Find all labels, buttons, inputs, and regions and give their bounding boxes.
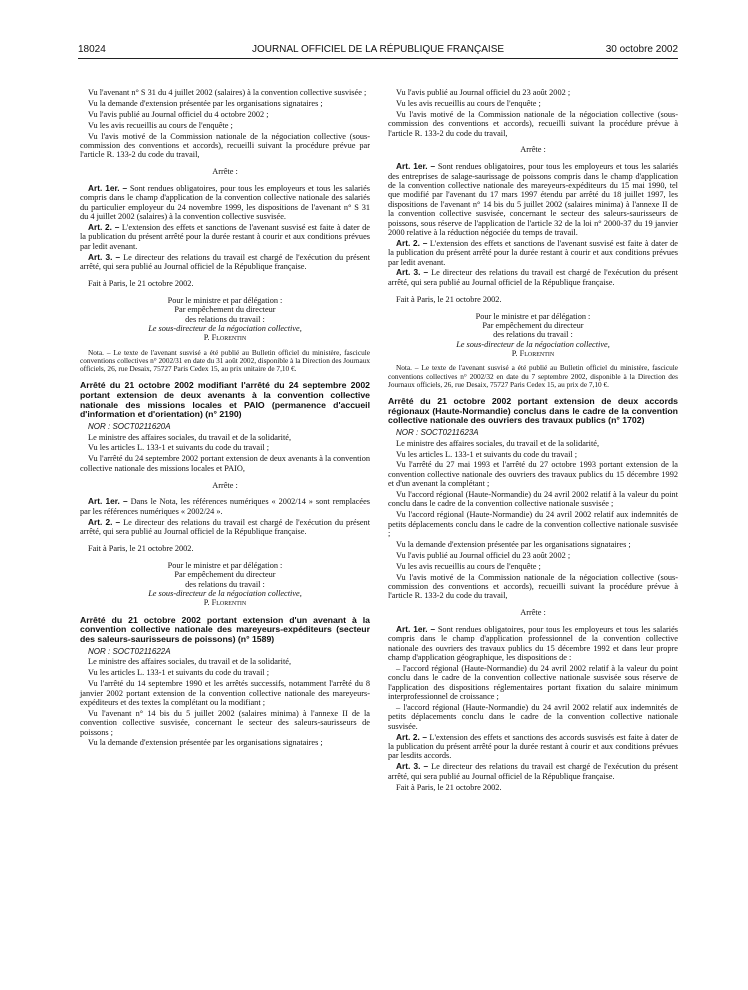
section-title: Arrêté du 21 octobre 2002 modifiant l'arrêté du 24 septembre 2002 portant extension de deux avenants à la convention collective nationale des missions locales et PAIO (permanence d'accueil d'information et d'orientation) (n° 2190) xyxy=(80,380,370,420)
article-label: Art. 1er. – xyxy=(396,161,436,172)
signature-line: Par empêchement du directeur xyxy=(482,320,584,330)
visa: Vu les articles L. 133-1 et suivants du code du travail ; xyxy=(88,668,270,678)
visa: Vu l'avis publié au Journal officiel du 23 août 2002 ; xyxy=(396,550,571,560)
article xyxy=(80,184,370,222)
article-label: Art. 2. – xyxy=(396,731,428,742)
visa: Vu la demande d'extension présentée par les organisations signataires ; xyxy=(88,98,323,108)
article-text: Sont rendues obligatoires, pour tous les employeurs et tous les salariés des entreprises de salage-saurissage de poissons compris dans le champ d'application de la convention collective nationale des mareyeurs-expéditeurs du 15 mai 1990, tel que modifié par l'avenant du 17 mars 1997 étendu par arrêté du 18 juillet 1997, les dispositions de l'avenant n° 14 bis du 5 juillet 2002 (salaires minima) à l'annexe II de la convention collective susvisée, concernant le secteur des saleurs-saurisseurs de poissons, sous réserve de l'application de l'article 32 de la loi n° 2000-37 du 19 janvier 2000 relative à la réduction négociée du temps de travail. xyxy=(388,162,679,237)
arrete-heading: Arrête : xyxy=(520,145,546,155)
signature-line: Le sous-directeur de la négociation collective, xyxy=(456,339,610,349)
signature-line: Pour le ministre et par délégation : xyxy=(167,560,283,570)
fait-line: Fait à Paris, le 21 octobre 2002. xyxy=(396,294,502,304)
visa: Vu l'accord régional (Haute-Normandie) du 24 avril 2002 relatif aux indemnités de petits déplacements conclu dans le cadre de la convention collective nationale susvisée ; xyxy=(388,510,678,538)
article-text: Dans le Nota, les références numériques « 2002/14 » sont remplacées par les références numériques « 2002/24 ». xyxy=(80,497,371,516)
visa: Vu l'arrêté du 14 septembre 1990 et les arrêtés successifs, notamment l'arrêté du 8 janvier 2002 portant extension de la convention collective nationale des mareyeurs-expéditeurs et des textes la complétant ou la modifiant ; xyxy=(80,679,370,707)
signature-line: Le sous-directeur de la négociation collective, xyxy=(148,588,302,598)
article-label: Art. 3. – xyxy=(396,267,429,278)
article-label: Art. 2. – xyxy=(396,237,428,248)
visa: Vu l'avenant n° 14 bis du 5 juillet 2002 (salaires minima) à l'annexe II de la convention collective susvisée, concernant le secteur des saleurs-saurisseurs de poissons ; xyxy=(80,708,370,737)
visa: Vu les articles L. 133-1 et suivants du code du travail ; xyxy=(88,443,270,453)
signature-line: des relations du travail : xyxy=(185,579,265,589)
list-item: – l'accord régional (Haute-Normandie) du 24 avril 2002 relatif aux indemnités de petits déplacements conclu dans le cadre de la convention collective nationale susvisée. xyxy=(388,703,678,731)
fait-line: Fait à Paris, le 21 octobre 2002. xyxy=(88,278,194,288)
right-column xyxy=(388,88,678,793)
article xyxy=(388,762,678,781)
article-text: Le directeur des relations du travail est chargé de l'exécution du présent arrêté, qui sera publié au Journal officiel de la République française. xyxy=(388,762,679,781)
article xyxy=(388,625,678,663)
article-label: Art. 1er. – xyxy=(88,496,128,507)
visa: Vu l'avis publié au Journal officiel du 4 octobre 2002 ; xyxy=(88,109,269,119)
signature-line: Par empêchement du directeur xyxy=(174,570,276,580)
section-title: Arrêté du 21 octobre 2002 portant extension de deux accords régionaux (Haute-Normandie) conclus dans le cadre de la convention collective nationale des ouvriers des travaux publics (n° 1702) xyxy=(388,395,678,426)
article xyxy=(80,223,370,251)
visa: Vu les avis recueillis au cours de l'enquête ; xyxy=(396,98,541,108)
issue-date: 30 octobre 2002 xyxy=(605,44,678,55)
article-label: Art. 1er. – xyxy=(88,183,128,193)
page-number: 18024 xyxy=(78,44,106,55)
visa: Vu la demande d'extension présentée par les organisations signataires ; xyxy=(88,738,323,748)
visa: Le ministre des affaires sociales, du travail et de la solidarité, xyxy=(88,432,292,442)
visa: Vu l'avenant n° S 31 du 4 juillet 2002 (salaires) à la convention collective susvisée ; xyxy=(88,88,367,97)
visa: Vu l'avis motivé de la Commission nationale de la négociation collective (sous-commission des conventions et accords), recueilli suivant la procédure prévue à l'article R. 133-2 du code du travail, xyxy=(388,109,678,138)
arrete-heading: Arrête : xyxy=(212,480,238,490)
article xyxy=(388,268,678,287)
nor-reference: NOR : SOCT0211623A xyxy=(396,428,479,438)
left-column xyxy=(80,88,370,749)
visa: Le ministre des affaires sociales, du travail et de la solidarité, xyxy=(396,438,600,448)
visa: Vu les avis recueillis au cours de l'enquête ; xyxy=(396,561,541,571)
nor-reference: NOR : SOCT0211620A xyxy=(88,422,171,432)
nota: Nota. – Le texte de l'avenant susvisé a été publié au Bulletin officiel du ministère, fascicule conventions collectives n° 2002/31 en date du 31 août 2002, disponible à la Direction des Journaux officiels, 26, rue Desaix, 75727 Paris Cedex 15, au prix unitaire de 7,10 €. xyxy=(80,347,370,373)
visa: Vu la demande d'extension présentée par les organisations signataires ; xyxy=(396,539,631,549)
visa: Vu les articles L. 133-1 et suivants du code du travail ; xyxy=(396,449,578,459)
visa: Vu l'accord régional (Haute-Normandie) du 24 avril 2002 relatif à la valeur du point conclu dans le cadre de la convention collective nationale susvisée ; xyxy=(388,490,678,509)
article xyxy=(80,497,370,516)
signature-name: P. Florentin xyxy=(203,333,247,343)
article xyxy=(388,239,678,267)
article-text: L'extension des effets et sanctions de l'avenant susvisé est faite à dater de la publication du présent arrêté pour la durée restant à courir et aux conditions prévues par ledit avenant. xyxy=(388,238,678,267)
article-label: Art. 1er. – xyxy=(396,624,436,634)
nor-reference: NOR : SOCT0211622A xyxy=(88,646,171,656)
article-text: L'extension des effets et sanctions des accords susvisés est faite à dater de la publication du présent arrêté pour la durée restant à courir et aux conditions prévues par lesdits accords. xyxy=(388,732,679,761)
article-text: Le directeur des relations du travail est chargé de l'exécution du présent arrêté, qui sera publié au Journal officiel de la République française. xyxy=(388,268,679,287)
article-text: Sont rendues obligatoires, pour tous les employeurs et tous les salariés compris dans le champ d'application de la convention collective nationale des salariés du particulier employeur du 24 novembre 1999, les dispositions de l'avenant n° S 31 du 4 juillet 2002 (salaires) à la convention collective susvisée. xyxy=(80,184,371,222)
signature-name: P. Florentin xyxy=(511,349,555,358)
visa: Vu l'avis publié au Journal officiel du 23 août 2002 ; xyxy=(396,88,571,97)
fait-line: Fait à Paris, le 21 octobre 2002. xyxy=(396,782,502,792)
article-text: Le directeur des relations du travail est chargé de l'exécution du présent arrêté, qui sera publié au Journal officiel de la République française. xyxy=(80,252,371,271)
arrete-heading: Arrête : xyxy=(520,608,546,618)
article-text: Sont rendues obligatoires, pour tous les employeurs et tous les salariés compris dans le champ d'application professionnel de la convention collective nationale des ouvriers des travaux publics du 15 décembre 1992 et dans leur propre champ d'application géographique, les dispositions de : xyxy=(388,625,679,663)
article xyxy=(388,162,678,237)
list-item: – l'accord régional (Haute-Normandie) du 24 avril 2002 relatif à la valeur du point conclu dans le cadre de la convention collective nationale susvisée sous réserve de l'application des dispositions réglementaires portant fixation du salaire minimum interprofessionnel de croissance ; xyxy=(388,664,678,702)
visa: Vu l'arrêté du 24 septembre 2002 portant extension de deux avenants à la convention collective nationale des missions locales et PAIO, xyxy=(80,454,370,473)
page-header xyxy=(78,44,678,59)
visa: Vu les avis recueillis au cours de l'enquête ; xyxy=(88,120,233,130)
article-label: Art. 2. – xyxy=(88,516,121,527)
signature-line: Par empêchement du directeur xyxy=(174,305,276,315)
signature-line: Le sous-directeur de la négociation collective, xyxy=(148,323,302,333)
signature-line: des relations du travail : xyxy=(185,314,265,324)
visa: Vu l'avis motivé de la Commission nationale de la négociation collective (sous-commission des conventions et accords), recueilli suivant la procédure prévue par l'article R. 133-2 du code du travail, xyxy=(80,131,370,160)
nota: Nota. – Le texte de l'avenant susvisé a été publié au Bulletin officiel du ministère, fascicule conventions collectives n° 2002/32 en date du 7 septembre 2002, disponible à la Direction des Journaux officiels, 26, rue Desaix, 75727 Paris Cedex 15, au prix de 7,10 €. xyxy=(388,363,678,389)
visa: Vu l'avis motivé de la Commission nationale de la négociation collective (sous-commission des conventions et accords), recueilli suivant la procédure prévue à l'article R. 133-2 du code du travail, xyxy=(388,572,678,601)
signature-name: P. Florentin xyxy=(203,598,247,608)
article xyxy=(80,253,370,272)
article xyxy=(80,518,370,537)
signature-line: Pour le ministre et par délégation : xyxy=(167,295,283,305)
fait-line: Fait à Paris, le 21 octobre 2002. xyxy=(88,543,194,553)
arrete-heading: Arrête : xyxy=(212,167,238,177)
signature-line: des relations du travail : xyxy=(493,330,573,340)
visa: Le ministre des affaires sociales, du travail et de la solidarité, xyxy=(88,657,292,667)
visa: Vu l'arrêté du 27 mai 1993 et l'arrêté du 27 octobre 1993 portant extension de la convention collective nationale des ouvriers des travaux publics du 15 décembre 1992 et d'un avenant la complétant ; xyxy=(388,460,678,489)
article-label: Art. 3. – xyxy=(396,761,429,772)
article-label: Art. 2. – xyxy=(88,222,120,232)
signature-line: Pour le ministre et par délégation : xyxy=(475,311,591,321)
article xyxy=(388,733,678,761)
article-label: Art. 3. – xyxy=(88,251,121,262)
article-text: Le directeur des relations du travail est chargé de l'exécution du présent arrêté, qui sera publié au Journal officiel de la République française. xyxy=(80,517,371,537)
section-title: Arrêté du 21 octobre 2002 portant extension d'un avenant à la convention collective nationale des mareyeurs-expéditeurs (secteur des saleurs-saurisseurs de poissons) (n° 1589) xyxy=(80,614,370,645)
article-text: L'extension des effets et sanctions de l'avenant susvisé est faite à dater de la publication du présent arrêté pour la durée restant à courir et aux conditions prévues par ledit avenant. xyxy=(80,223,370,251)
journal-title: JOURNAL OFFICIEL DE LA RÉPUBLIQUE FRANÇAISE xyxy=(251,44,505,55)
